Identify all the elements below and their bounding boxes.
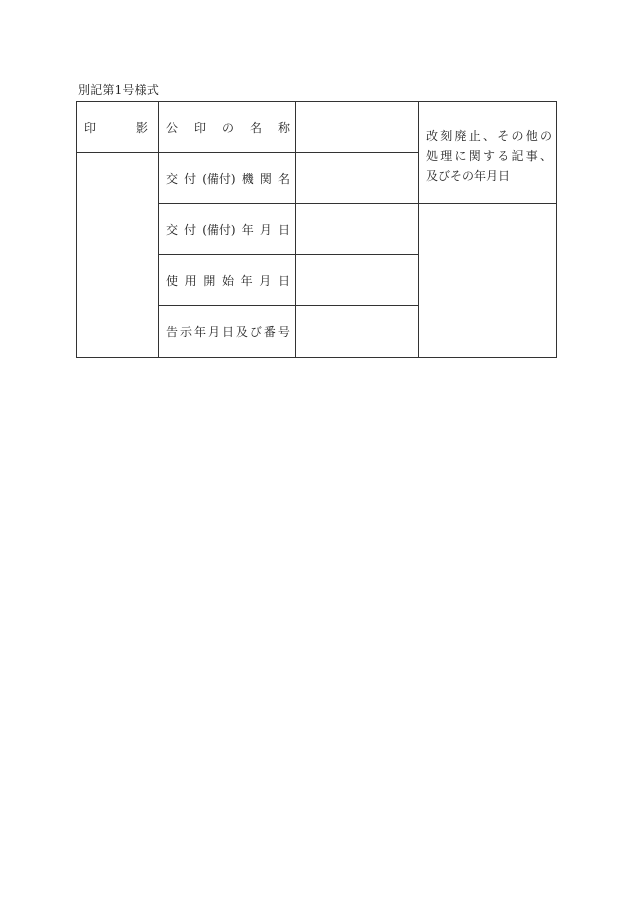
field-label-issuing-agency: 交 付 (備付) 機 関 名 [166,172,290,186]
table-border-right [556,101,557,358]
table-border-left [76,101,77,358]
seal-registration-table [76,101,557,358]
column-divider-2 [295,101,296,358]
impression-header-divider [76,152,159,153]
table-border-bottom [76,357,557,358]
field-label-start-date: 使 用 開 始 年 月 日 [166,274,290,288]
field-label-notice-date-number: 告 示 年 月 日 及 び 番 号 [166,325,290,339]
table-border-top [76,101,557,102]
impression-header: 印 影 [84,121,148,135]
column-divider-1 [158,101,159,358]
remarks-header-line-2: 処理に関する記事、 [426,149,552,163]
row-divider-3 [158,254,419,255]
remarks-header-divider [418,203,557,204]
remarks-header [426,126,552,186]
form-number-label: 別記第1号様式 [78,83,160,97]
remarks-header-line-3: 及びその年月日 [426,169,511,183]
column-divider-3 [418,101,419,358]
remarks-header-line-1: 改刻廃止、その他の [426,129,552,143]
row-divider-1 [158,152,419,153]
field-label-issue-date: 交 付 (備付) 年 月 日 [166,223,290,237]
row-divider-4 [158,305,419,306]
field-label-seal-name: 公 印 の 名 称 [166,121,290,135]
row-divider-2 [158,203,419,204]
seal-impression-area [80,157,154,353]
